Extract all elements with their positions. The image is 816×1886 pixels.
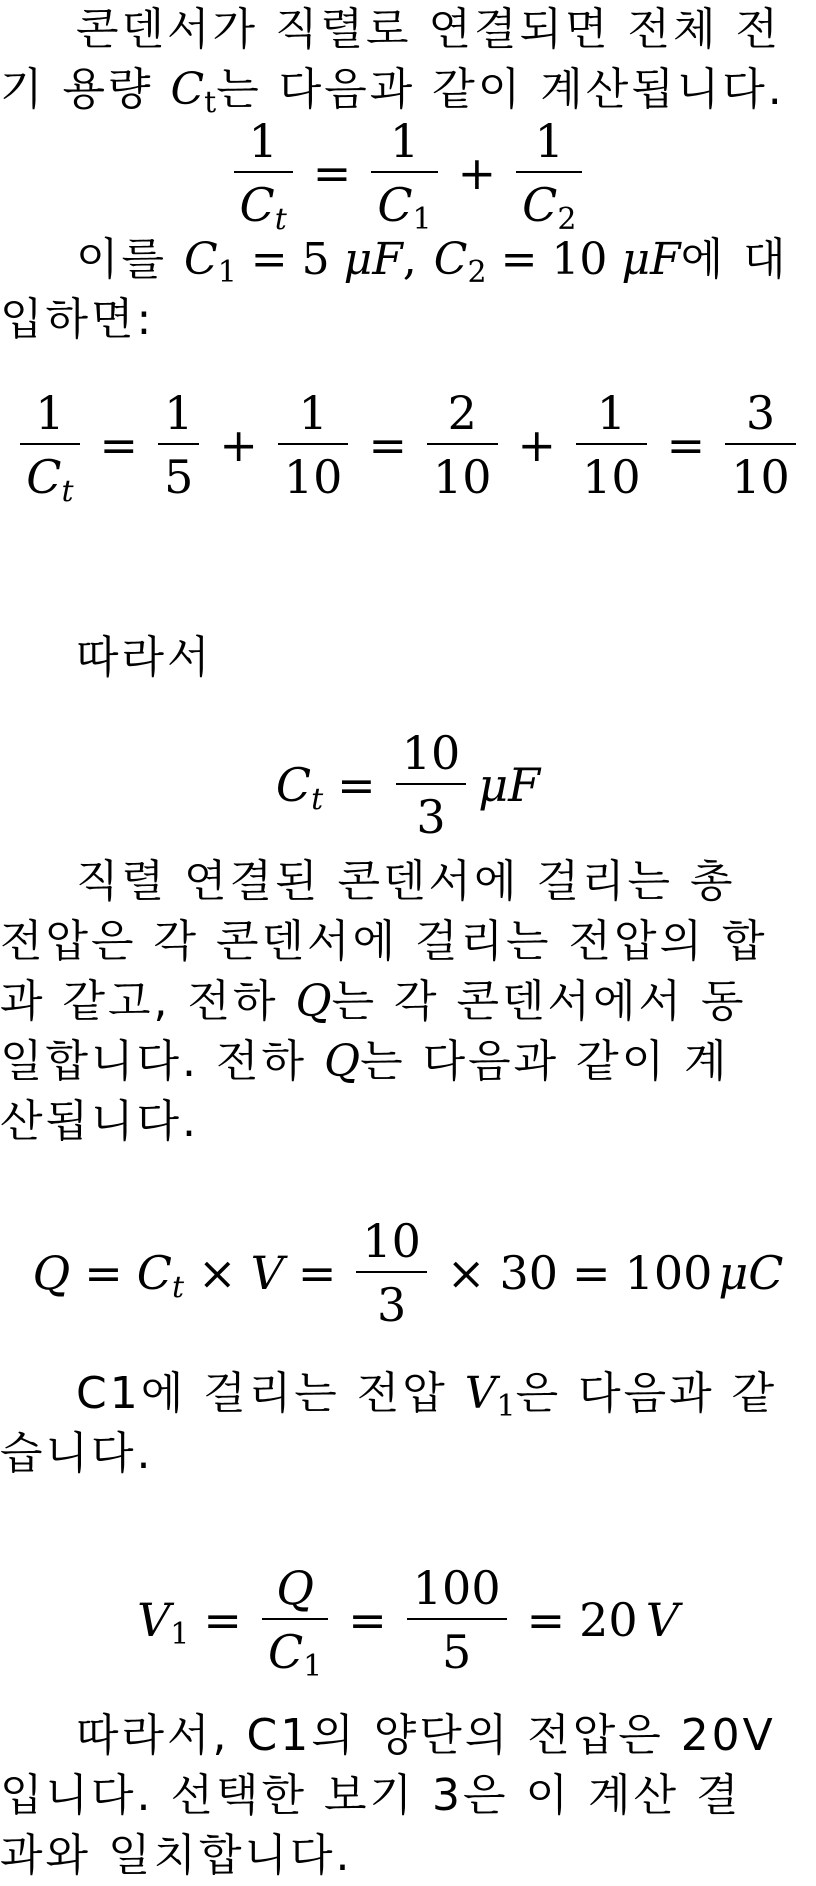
- value-10: 10: [551, 234, 608, 285]
- sub-t: t: [61, 474, 74, 509]
- var-c: C: [522, 178, 558, 232]
- var-v: V: [137, 1593, 171, 1647]
- conclusion-line-1: 따라서, C1의 양단의 전압은 20V: [76, 1710, 776, 1761]
- sub-1: 1: [496, 1389, 516, 1424]
- equals-sign: =: [99, 418, 139, 472]
- fraction-1-over-10: [576, 387, 647, 503]
- var-v: V: [464, 1368, 497, 1419]
- var-c: C: [275, 758, 312, 812]
- voltage-text-a: C1에 걸리는 전압: [76, 1368, 448, 1419]
- charge-line-3: [0, 972, 816, 1032]
- unit-muf: [478, 758, 540, 812]
- paragraph-voltage: [0, 1364, 816, 1484]
- var-ct: [136, 1246, 185, 1305]
- conclusion-line-2: 입니다. 선택한 보기 3은 이 계산 결: [0, 1770, 742, 1821]
- sub-t: t: [171, 1270, 185, 1305]
- equation-ct-result: [0, 726, 816, 844]
- fraction-100-over-5: [407, 1562, 507, 1678]
- therefore-text: 따라서: [76, 632, 213, 683]
- equation-sum-fractions: [0, 386, 816, 509]
- unit-f: F: [508, 758, 541, 812]
- value-30: 30: [499, 1246, 559, 1300]
- charge-text-b: 는 각 콘덴서에서 동: [331, 976, 747, 1027]
- denominator: [516, 171, 582, 237]
- var-v1: [464, 1368, 516, 1424]
- value-5: 5: [301, 234, 330, 285]
- equation-series-formula: [0, 114, 816, 237]
- paragraph-intro: [0, 0, 816, 120]
- numerator: 100: [412, 1561, 501, 1615]
- denominator: [234, 171, 293, 237]
- equals-sign: =: [337, 758, 376, 812]
- sub-t: t: [204, 85, 217, 120]
- unit-c: C: [748, 1246, 784, 1300]
- unit-f: F: [372, 234, 403, 285]
- denominator: 10: [278, 443, 349, 503]
- numerator: 1: [298, 386, 328, 440]
- equation-voltage: [0, 1561, 816, 1684]
- numerator: 1: [596, 386, 626, 440]
- charge-line-1: 직렬 연결된 콘덴서에 걸리는 총: [76, 856, 736, 907]
- substitute-text-b: 에 대: [680, 234, 789, 285]
- sub-2: 2: [557, 202, 577, 237]
- sub-1: 1: [303, 1649, 323, 1684]
- fraction-1-over-ct: [20, 386, 79, 509]
- comma: ,: [402, 234, 417, 285]
- equals-sign: =: [500, 234, 538, 285]
- numerator: 1: [35, 386, 65, 440]
- times-sign: ×: [446, 1246, 486, 1300]
- fraction-1-over-c1: [371, 114, 437, 237]
- numerator: 1: [248, 114, 278, 168]
- denominator: [371, 171, 437, 237]
- unit-mu: μ: [478, 758, 509, 812]
- unit-v: V: [645, 1593, 679, 1647]
- numerator: 10: [401, 726, 461, 780]
- substitute-line-1: [0, 230, 816, 290]
- var-c: C: [433, 234, 468, 285]
- charge-text-d: 는 다음과 같이 계: [360, 1036, 730, 1087]
- fraction-1-over-10: [278, 387, 349, 503]
- var-c: C: [170, 64, 205, 115]
- equals-sign: =: [348, 1593, 387, 1647]
- numerator: 3: [745, 386, 776, 440]
- expr-c1: [184, 234, 403, 290]
- equals-sign: =: [203, 1593, 242, 1647]
- var-ct: [170, 64, 217, 120]
- equals-sign: =: [666, 418, 706, 472]
- expr-c2: [433, 234, 681, 290]
- unit-f: F: [650, 234, 681, 285]
- var-c: C: [239, 178, 275, 232]
- equals-sign: =: [250, 234, 288, 285]
- substitute-text-a: 이를: [76, 234, 168, 285]
- unit-mu: μ: [343, 234, 373, 285]
- paragraph-therefore: [0, 628, 816, 688]
- sub-1: 1: [412, 202, 432, 237]
- denominator: 5: [407, 1618, 507, 1678]
- value-20: 20: [579, 1593, 638, 1647]
- intro-text-a: 기 용량: [0, 64, 154, 115]
- unit-mu: μ: [621, 234, 651, 285]
- fraction-q-over-c1: [262, 1561, 328, 1684]
- var-ct: [275, 758, 324, 817]
- numerator: 10: [362, 1214, 421, 1268]
- var-q: Q: [32, 1246, 71, 1300]
- var-c: C: [377, 178, 413, 232]
- var-v1: [137, 1593, 190, 1652]
- charge-line-4: [0, 1032, 816, 1092]
- fraction-10-over-3: [356, 1215, 427, 1331]
- denominator: [262, 1618, 328, 1684]
- charge-text-a: 과 같고, 전하: [0, 976, 279, 1027]
- denominator: [20, 443, 79, 509]
- var-c: C: [184, 234, 218, 285]
- charge-line-2: 전압은 각 콘덴서에 걸리는 전압의 합: [0, 916, 768, 967]
- equals-sign: =: [572, 1246, 611, 1300]
- denominator: 10: [576, 443, 647, 503]
- equals-sign: =: [297, 1246, 337, 1300]
- value-100: 100: [624, 1246, 713, 1300]
- var-q: Q: [324, 1036, 361, 1087]
- equation-charge: [0, 1214, 816, 1332]
- charge-line-5: 산됩니다.: [0, 1096, 200, 1147]
- numerator: 1: [164, 386, 194, 440]
- denominator: 5: [158, 443, 199, 503]
- sub-1: 1: [170, 1617, 190, 1652]
- denominator: 10: [725, 443, 796, 503]
- voltage-line-2: 습니다.: [0, 1428, 154, 1479]
- equals-sign: =: [84, 1246, 123, 1300]
- denominator: 3: [396, 783, 467, 843]
- fraction-1-over-ct: [234, 114, 293, 237]
- plus-sign: +: [517, 418, 557, 472]
- fraction-2-over-10: [427, 387, 498, 503]
- sub-1: 1: [217, 255, 237, 290]
- paragraph-charge: [0, 852, 816, 1152]
- numerator: 2: [447, 386, 477, 440]
- equals-sign: =: [368, 418, 407, 472]
- denominator: 3: [356, 1271, 427, 1331]
- var-c: C: [26, 450, 62, 504]
- var-v: V: [250, 1246, 284, 1300]
- voltage-line-1: [0, 1364, 816, 1424]
- intro-text-b: 는 다음과 같이 계산됩니다.: [216, 64, 785, 115]
- voltage-text-b: 은 다음과 같: [515, 1368, 778, 1419]
- denominator: 10: [427, 443, 498, 503]
- unit-mu: μ: [718, 1246, 749, 1300]
- sub-t: t: [311, 782, 324, 817]
- var-c: C: [136, 1246, 172, 1300]
- fraction-1-over-5: [158, 387, 199, 503]
- charge-text-c: 일합니다. 전하: [0, 1036, 307, 1087]
- fraction-1-over-c2: [516, 114, 582, 237]
- paragraph-substitute: [0, 230, 816, 350]
- unit-muc: [718, 1246, 783, 1300]
- numerator: Q: [276, 1561, 314, 1615]
- intro-line-2: [0, 60, 816, 120]
- substitute-line-2: 입하면:: [0, 294, 155, 345]
- equals-sign: =: [312, 146, 352, 200]
- intro-line-1: 콘덴서가 직렬로 연결되면 전체 전: [76, 4, 781, 55]
- fraction-10-over-3: [396, 727, 467, 843]
- numerator: 1: [389, 114, 420, 168]
- plus-sign: +: [457, 146, 497, 200]
- conclusion-line-3: 과와 일치합니다.: [0, 1830, 353, 1881]
- fraction-3-over-10: [725, 387, 796, 503]
- var-c: C: [267, 1625, 304, 1679]
- equals-sign: =: [526, 1593, 566, 1647]
- sub-2: 2: [467, 255, 487, 290]
- paragraph-conclusion: [0, 1706, 816, 1886]
- numerator: 1: [534, 114, 564, 168]
- sub-t: t: [274, 202, 287, 237]
- times-sign: ×: [198, 1246, 237, 1300]
- var-q: Q: [295, 976, 332, 1027]
- plus-sign: +: [219, 418, 258, 472]
